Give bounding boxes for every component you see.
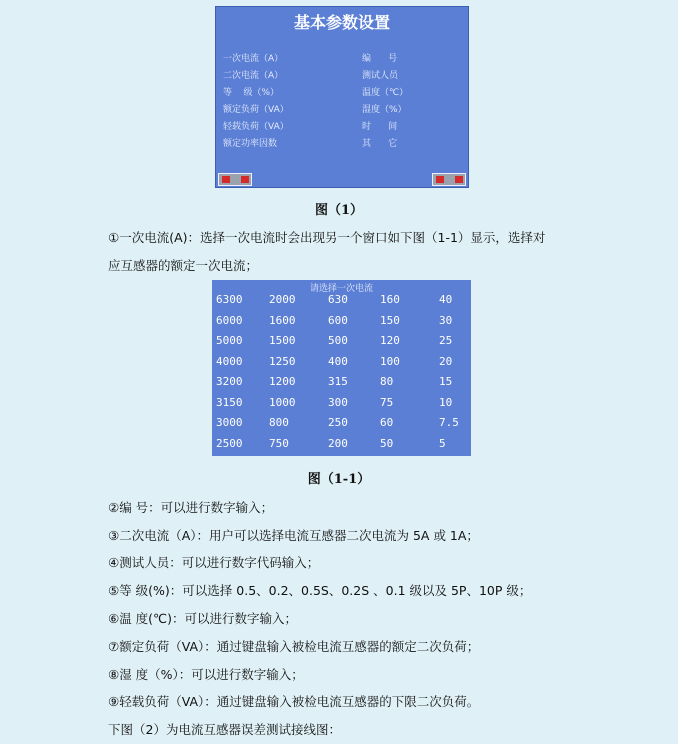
current-option[interactable]: 3150 [216, 395, 243, 409]
param-rated-burden: 额定负荷（VA） [223, 105, 289, 115]
item-4: ④测试人员：可以进行数字代码输入； [108, 555, 320, 570]
current-option[interactable]: 2500 [216, 436, 243, 450]
current-option[interactable]: 600 [328, 313, 348, 327]
screen-title: 基本参数设置 [293, 13, 390, 32]
param-class: 等 级（%） [223, 88, 279, 98]
item-1-line-1: ①一次电流(A)：选择一次电流时会出现另一个窗口如下图（1-1）显示，选择对 [108, 230, 546, 245]
current-option[interactable]: 1600 [269, 313, 296, 327]
param-temperature: 温度（℃） [362, 88, 409, 98]
item-7: ⑦额定负荷（VA）：通过键盘输入被检电流互感器的额定二次负荷； [108, 639, 480, 654]
current-option[interactable]: 120 [380, 334, 400, 347]
current-option[interactable]: 60 [380, 416, 394, 429]
current-option[interactable]: 3200 [216, 375, 243, 388]
item-1-line-2: 应互感器的额定一次电流； [108, 258, 259, 273]
param-secondary-current: 二次电流（A） [223, 71, 284, 81]
current-option[interactable]: 1250 [269, 354, 296, 368]
current-option[interactable]: 800 [269, 416, 289, 429]
current-option[interactable]: 100 [380, 354, 400, 368]
current-option[interactable]: 7.5 [439, 416, 459, 429]
param-time: 时 间 [362, 122, 398, 132]
param-power-factor: 额定功率因数 [223, 139, 278, 149]
current-option[interactable]: 2000 [269, 293, 296, 306]
current-option[interactable]: 400 [328, 354, 348, 368]
parameter-settings-screenshot [215, 6, 469, 188]
current-option[interactable]: 1200 [269, 375, 296, 388]
left-function-button [218, 173, 252, 186]
current-option[interactable]: 5 [439, 436, 446, 450]
current-option[interactable]: 150 [380, 313, 400, 327]
current-option[interactable]: 15 [439, 375, 453, 388]
current-option[interactable]: 3000 [216, 416, 243, 429]
current-option[interactable]: 315 [328, 375, 348, 388]
current-option[interactable]: 750 [269, 436, 289, 450]
current-option[interactable]: 630 [328, 293, 348, 306]
selection-title: 请选择一次电流 [309, 284, 373, 294]
current-option[interactable]: 5000 [216, 334, 243, 347]
param-light-burden: 轻载负荷（VA） [223, 122, 289, 132]
item-2: ②编 号：可以进行数字输入； [108, 500, 274, 515]
current-option[interactable]: 75 [380, 395, 394, 409]
current-option[interactable]: 250 [328, 416, 348, 429]
item-8: ⑧湿 度（%）：可以进行数字输入； [108, 667, 304, 682]
current-option[interactable]: 10 [439, 395, 453, 409]
item-9: ⑨轻载负荷（VA）：通过键盘输入被检电流互感器的下限二次负荷。 [108, 694, 480, 709]
param-tester: 测试人员 [362, 71, 399, 81]
param-number: 编 号 [362, 54, 398, 64]
current-option[interactable]: 25 [439, 334, 453, 347]
param-other: 其 它 [362, 139, 398, 149]
current-option[interactable]: 50 [380, 436, 394, 450]
current-option[interactable]: 1000 [269, 395, 296, 409]
final-line: 下图（2）为电流互感器误差测试接线图： [108, 722, 341, 737]
current-option[interactable]: 6000 [216, 313, 243, 327]
current-option[interactable]: 80 [380, 375, 394, 388]
item-5: ⑤等 级(%)：可以选择 0.5、0.2、0.5S、0.2S 、0.1 级以及 5P、10P 级； [108, 583, 532, 598]
item-6: ⑥温 度(℃)：可以进行数字输入； [108, 611, 297, 626]
current-option[interactable]: 1500 [269, 334, 296, 347]
current-option[interactable]: 6300 [216, 293, 243, 306]
primary-current-selection-screenshot [212, 280, 471, 456]
current-option[interactable]: 4000 [216, 354, 243, 368]
current-option[interactable]: 300 [328, 395, 348, 409]
right-function-button [432, 173, 466, 186]
current-option[interactable]: 500 [328, 334, 348, 347]
current-option[interactable]: 200 [328, 436, 348, 450]
current-option[interactable]: 160 [380, 293, 400, 306]
current-option[interactable]: 40 [439, 293, 453, 306]
item-3: ③二次电流（A）：用户可以选择电流互感器二次电流为 5A 或 1A； [108, 528, 479, 543]
param-humidity: 湿度（%） [362, 105, 407, 115]
param-primary-current: 一次电流（A） [223, 54, 284, 64]
figure-1-caption: 图（1） [314, 203, 364, 218]
current-option[interactable]: 30 [439, 313, 453, 327]
figure-1-1-caption: 图（1-1） [307, 472, 371, 487]
current-option[interactable]: 20 [439, 354, 453, 368]
